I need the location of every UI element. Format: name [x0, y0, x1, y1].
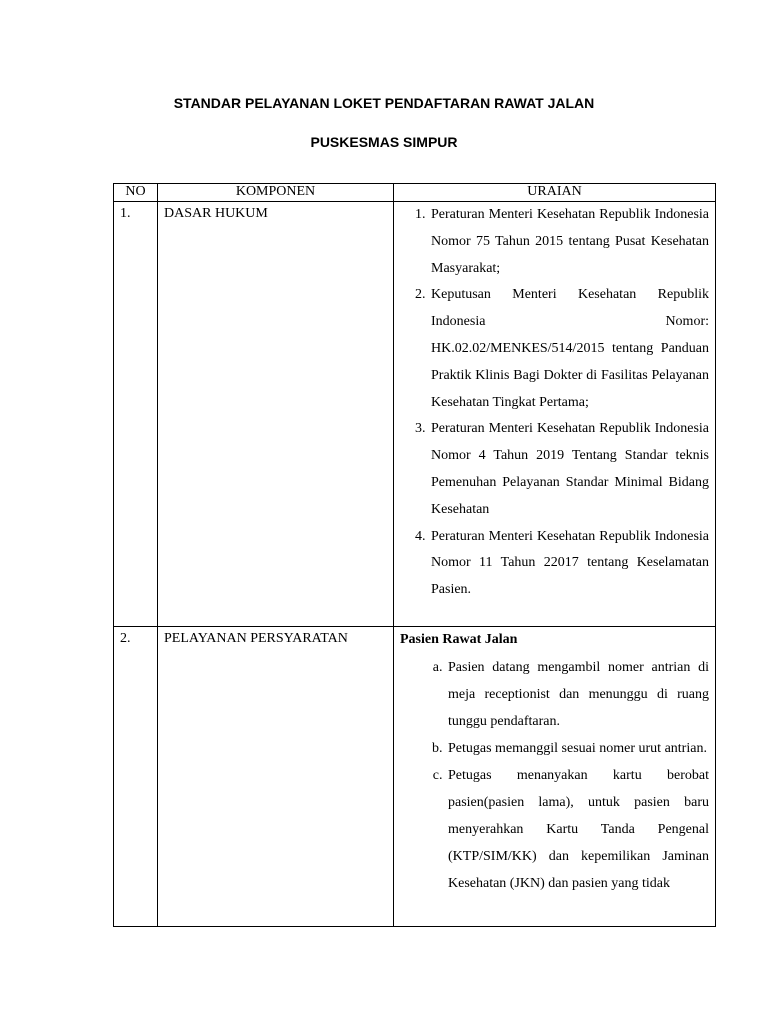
list-item: c. Petugas menanyakan kartu berobat pasien(pasien lama), untuk pasien baru menyerahkan Kartu Tanda Pengenal (KTP/SIM/KK) dan kepemilikan Jaminan Kesehatan (JKN) dan pasien yang tidak: [446, 762, 709, 897]
legal-basis-list: [400, 202, 709, 604]
row-number: 1.: [114, 202, 158, 627]
standard-table: [113, 183, 716, 927]
list-item: b. Petugas memanggil sesuai nomer urut antrian.: [446, 735, 709, 762]
list-item: 3. Peraturan Menteri Kesehatan Republik Indonesia Nomor 4 Tahun 2019 Tentang Standar teknis Pemenuhan Pelayanan Standar Minimal Bidang Kesehatan: [429, 416, 709, 523]
list-item: 2. Keputusan Menteri Kesehatan Republik Indonesia Nomor: HK.02.02/MENKES/514/2015 tentang Panduan Praktik Klinis Bagi Dokter di Fasilitas Pelayanan Kesehatan Tingkat Pertama;: [429, 282, 709, 416]
table-row: [114, 202, 716, 627]
document-subtitle: PUSKESMAS SIMPUR: [310, 134, 458, 150]
header-no: NO: [114, 184, 158, 202]
section-subheading: Pasien Rawat Jalan: [400, 632, 518, 647]
list-item: 4. Peraturan Menteri Kesehatan Republik Indonesia Nomor 11 Tahun 22017 tentang Keselamatan Pasien.: [429, 524, 709, 604]
procedure-list: [400, 654, 709, 897]
document-title: STANDAR PELAYANAN LOKET PENDAFTARAN RAWAT JALAN: [173, 95, 595, 111]
row-component: PELAYANAN PERSYARATAN: [158, 627, 394, 927]
table-header-row: [114, 184, 716, 202]
row-number: 2.: [114, 627, 158, 927]
list-item: 1. Peraturan Menteri Kesehatan Republik Indonesia Nomor 75 Tahun 2015 tentang Pusat Kesehatan Masyarakat;: [429, 202, 709, 282]
row-component: DASAR HUKUM: [158, 202, 394, 627]
row-description: [394, 627, 716, 927]
header-komponen: KOMPONEN: [158, 184, 394, 202]
row-description: [394, 202, 716, 627]
table-row: [114, 627, 716, 927]
header-uraian: URAIAN: [394, 184, 716, 202]
list-item: a. Pasien datang mengambil nomer antrian di meja receptionist dan menunggu di ruang tunggu pendaftaran.: [446, 654, 709, 735]
